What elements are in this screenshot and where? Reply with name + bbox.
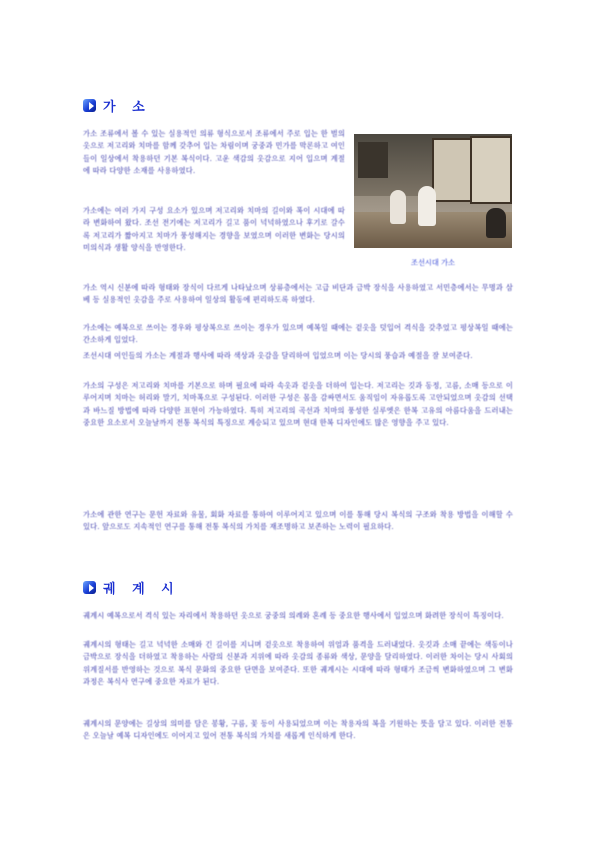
section2-heading-text: 궤 계 시: [103, 582, 180, 597]
section1-paragraph-7: 가소에 관한 연구는 문헌 자료와 유물, 회화 자료를 통하여 이루어지고 있으며 이를 통해 당시 복식의 구조와 착용 방법을 이해할 수 있다. 앞으로도 지속적인 연구를 통해 전통 복식의 가치를 재조명하고 보존하는 노력이 필요하다.: [83, 510, 513, 532]
section2-paragraph-3: 궤계시의 문양에는 길상의 의미를 담은 봉황, 구름, 꽃 등이 사용되었으며 이는 착용자의 복을 기원하는 뜻을 담고 있다. 이러한 전통은 오늘날 예복 디자인에도 이어지고 있어 전통 복식의 가치를 새롭게 인식하게 한다.: [83, 719, 513, 741]
figure: [354, 134, 512, 268]
section1-paragraph-3: 가소 역시 신분에 따라 형태와 장식이 다르게 나타났으며 상류층에서는 고급 비단과 금박 장식을 사용하였고 서민층에서는 무명과 삼베 등 실용적인 옷감을 주로 사용하여 일상의 활동에 편리하도록 하였다.: [83, 283, 513, 305]
figure-caption: 조선시대 가소: [411, 258, 455, 267]
section1-paragraph-6: 가소의 구성은 저고리와 치마를 기본으로 하며 필요에 따라 속옷과 겉옷을 더하여 입는다. 저고리는 깃과 동정, 고름, 소매 등으로 이루어지며 치마는 허리와 말기, 치마폭으로 구성된다. 이러한 구성은 몸을 감싸면서도 움직임이 자유롭도록 고안되었으며 옷감의 선택과 바느질 방법에 따라 다양한 표현이 가능하였다. 특히 저고리의 곡선과 치마의 풍성한 실루엣은 한복 고유의 아름다움을 드러내는 중요한 요소로서 오늘날까지 전통 복식의 특징으로 계승되고 있으며 현대 한복 디자인에도 많은 영향을 주고 있다.: [83, 381, 513, 428]
section1-heading-text: 가 소: [103, 100, 151, 115]
section2-paragraph-2: 궤계시의 형태는 길고 넉넉한 소매와 긴 길이를 지니며 겉옷으로 착용하여 위엄과 품격을 드러내었다. 옷깃과 소매 끝에는 색동이나 금박으로 장식을 더하였고 착용하는 사람의 신분과 지위에 따라 옷감의 종류와 색상, 문양을 달리하였다. 이러한 차이는 당시 사회의 위계질서를 반영하는 것으로 복식 문화의 중요한 단면을 보여준다. 또한 궤계시는 시대에 따라 형태가 조금씩 변화하였으며 그 변화 과정은 복식사 연구에 중요한 자료가 된다.: [83, 640, 513, 687]
section2-paragraph-1: 궤계시 예복으로서 격식 있는 자리에서 착용하던 옷으로 궁중의 의례와 혼례 등 중요한 행사에서 입었으며 화려한 장식이 특징이다.: [83, 611, 504, 620]
section1-paragraph-4: 가소에는 예복으로 쓰이는 경우와 평상복으로 쓰이는 경우가 있으며 예복일 때에는 겉옷을 덧입어 격식을 갖추었고 평상복일 때에는 간소하게 입었다.: [83, 323, 513, 345]
section1-paragraph-1: 가소 조류에서 볼 수 있는 실용적인 의류 형식으로서 조류에서 주로 입는 한 벌의 옷으로 저고리와 치마를 함께 갖추어 입는 차림이며 궁중과 민가를 막론하고 여인들이 일상에서 착용하던 기본 복식이다. 고운 색감의 옷감으로 지어 입으며 계절에 따라 다양한 소재를 사용하였다.: [83, 129, 345, 176]
section1-paragraph-5: 조선시대 여인들의 가소는 계절과 행사에 따라 색상과 옷감을 달리하여 입었으며 이는 당시의 풍습과 예절을 잘 보여준다.: [83, 351, 473, 360]
section1-paragraph-2: 가소에는 여러 가지 구성 요소가 있으며 저고리와 치마의 길이와 폭이 시대에 따라 변화하여 왔다. 조선 전기에는 저고리가 길고 품이 넉넉하였으나 후기로 갈수록 저고리가 짧아지고 치마가 풍성해지는 경향을 보였으며 이러한 변화는 당시의 미의식과 생활 양식을 반영한다.: [83, 206, 345, 253]
section2-heading: [83, 578, 180, 597]
photo-image: [354, 134, 512, 248]
section1-heading: [83, 96, 151, 115]
play-bullet-icon: [83, 581, 96, 594]
play-bullet-icon: [83, 99, 96, 112]
